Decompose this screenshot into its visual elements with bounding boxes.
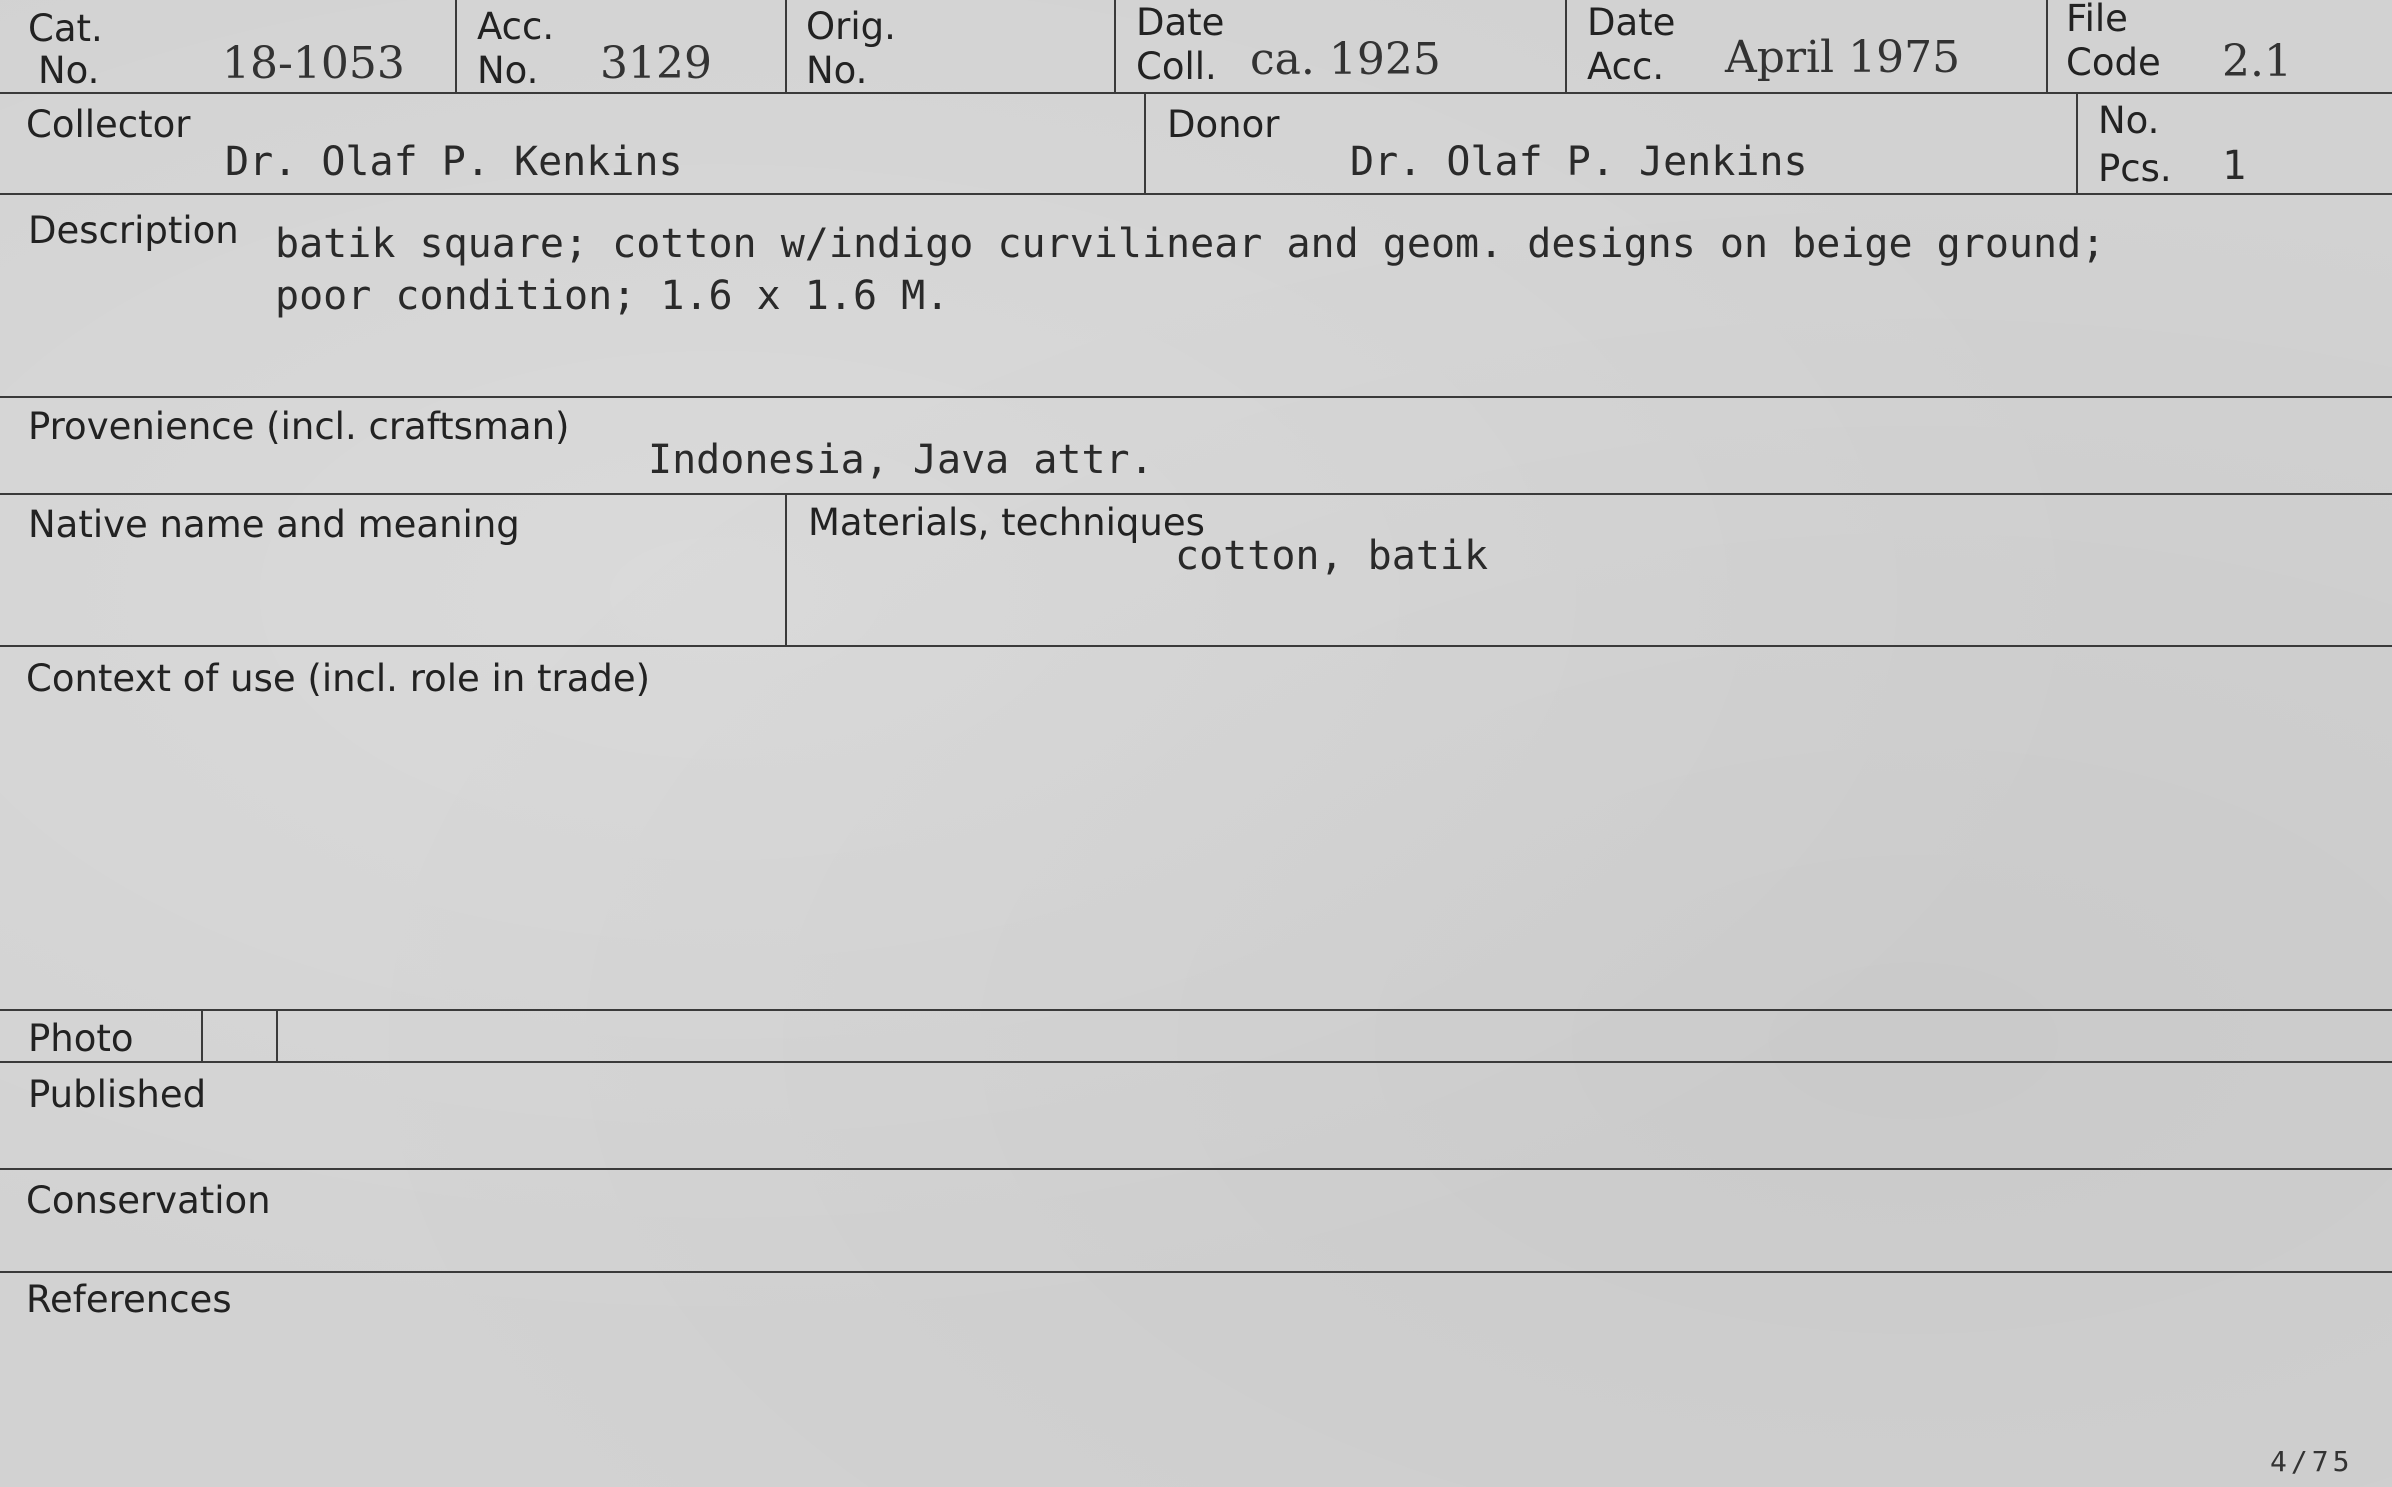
rule-v-photo-2	[276, 1010, 278, 1062]
acc-label-2: No.	[477, 49, 539, 92]
description-line-1: batik square; cotton w/indigo curvilinear and geom. designs on beige ground;	[275, 221, 2106, 267]
provenience-value: Indonesia, Java attr.	[648, 437, 1154, 483]
file-code-label-1: File	[2066, 0, 2128, 40]
rule-header-bottom	[0, 92, 2392, 94]
cat-number: 18-1053	[222, 38, 405, 89]
collector-value: Dr. Olaf P. Kenkins	[225, 139, 683, 185]
acc-number: 3129	[600, 38, 712, 89]
orig-label-2: No.	[806, 49, 868, 92]
rule-published-bottom	[0, 1168, 2392, 1170]
rule-native-bottom	[0, 645, 2392, 647]
rule-v-cat	[455, 0, 457, 93]
pieces-label-2: Pcs.	[2098, 147, 2172, 190]
rule-collector-bottom	[0, 193, 2392, 195]
pieces-value: 1	[2222, 143, 2247, 189]
rule-description-bottom	[0, 396, 2392, 398]
rule-v-datecoll	[1565, 0, 1567, 93]
form-code: 4/75	[2270, 1445, 2354, 1478]
context-label: Context of use (incl. role in trade)	[26, 657, 651, 700]
rule-v-collector	[1144, 93, 1146, 194]
provenience-label: Provenience (incl. craftsman)	[28, 405, 570, 448]
rule-v-photo-1	[201, 1010, 203, 1062]
rule-v-native	[785, 494, 787, 646]
materials-label: Materials, techniques	[808, 501, 1205, 544]
cat-label-1: Cat.	[28, 7, 103, 50]
rule-context-bottom	[0, 1009, 2392, 1011]
donor-value: Dr. Olaf P. Jenkins	[1350, 139, 1808, 185]
donor-label: Donor	[1167, 103, 1280, 146]
file-code-value: 2.1	[2222, 36, 2292, 87]
date-coll-label-1: Date	[1136, 1, 1225, 44]
materials-value: cotton, batik	[1175, 533, 1489, 579]
orig-label-1: Orig.	[806, 5, 896, 48]
file-code-label-2: Code	[2066, 41, 2161, 84]
native-name-label: Native name and meaning	[28, 503, 520, 546]
rule-v-donor	[2076, 93, 2078, 194]
rule-v-orig	[1114, 0, 1116, 93]
description-line-2: poor condition; 1.6 x 1.6 M.	[275, 273, 950, 319]
rule-conservation-bottom	[0, 1271, 2392, 1273]
date-acc-label-2: Acc.	[1587, 45, 1665, 88]
rule-photo-bottom	[0, 1061, 2392, 1063]
rule-v-acc	[785, 0, 787, 93]
conservation-label: Conservation	[26, 1179, 271, 1222]
date-coll-value: ca. 1925	[1250, 34, 1441, 85]
date-acc-label-1: Date	[1587, 1, 1676, 44]
pieces-label-1: No.	[2098, 99, 2160, 142]
references-label: References	[26, 1278, 232, 1321]
date-acc-value: April 1975	[1725, 32, 1961, 83]
acc-label-1: Acc.	[477, 5, 555, 48]
rule-v-dateacc	[2046, 0, 2048, 93]
date-coll-label-2: Coll.	[1136, 45, 1217, 88]
description-label: Description	[28, 209, 239, 252]
photo-label: Photo	[28, 1017, 134, 1060]
cat-label-2: No.	[38, 49, 100, 92]
published-label: Published	[28, 1073, 207, 1116]
rule-provenience-bottom	[0, 493, 2392, 495]
collector-label: Collector	[26, 103, 191, 146]
